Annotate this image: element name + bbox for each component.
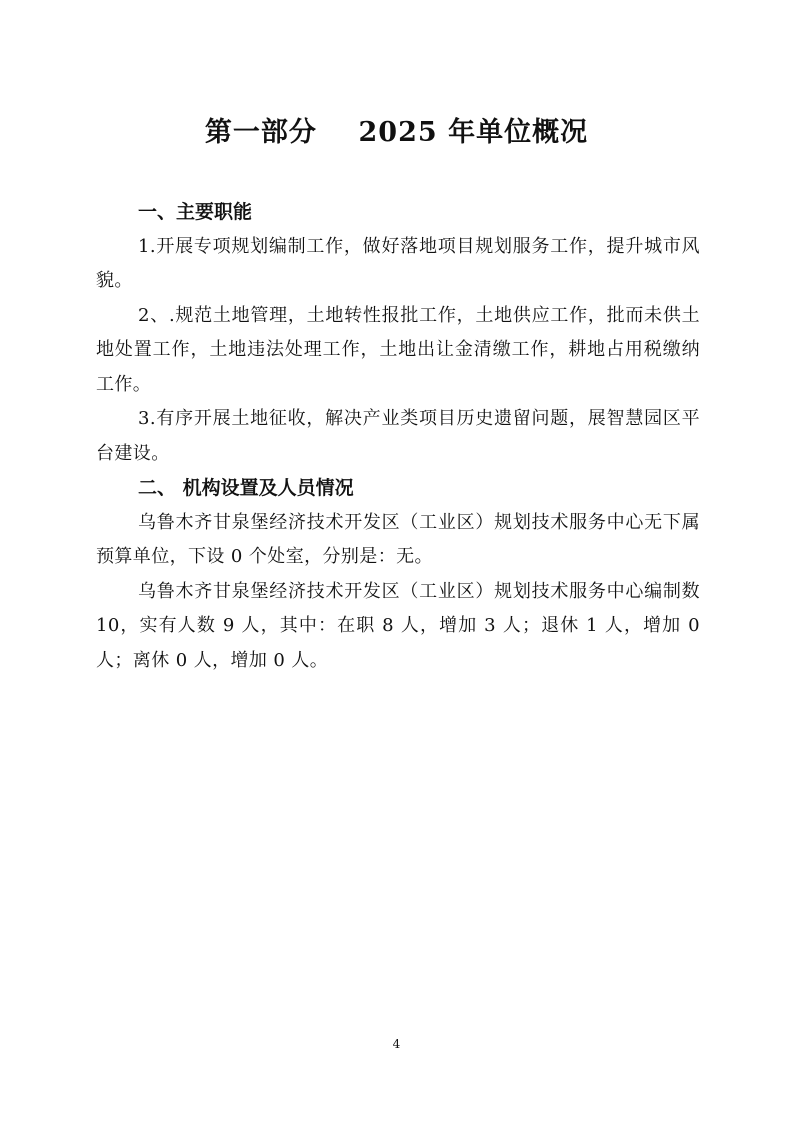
document-body <box>96 195 700 678</box>
paragraph: 1.开展专项规划编制工作，做好落地项目规划服务工作，提升城市风貌。 <box>96 235 700 291</box>
paragraph: 乌鲁木齐甘泉堡经济技术开发区（工业区）规划技术服务中心编制数 10，实有人数 9 人，其中：在职 8 人，增加 3 人；退休 1 人，增加 0 人；离休 0 人，增加 0 人。 <box>96 580 700 671</box>
section-heading: 一、主要职能 <box>138 201 253 223</box>
paragraph: 2、.规范土地管理，土地转性报批工作，土地供应工作，批而未供土地处置工作，土地违法处理工作，土地出让金清缴工作，耕地占用税缴纳工作。 <box>96 304 700 395</box>
paragraph: 3.有序开展土地征收，解决产业类项目历史遗留问题，展智慧园区平台建设。 <box>96 408 700 464</box>
section-heading: 二、 机构设置及人员情况 <box>138 477 354 499</box>
page-title: 第一部分 2025 年单位概况 <box>204 117 589 148</box>
section-main-functions <box>96 195 700 471</box>
section-organization-staffing <box>96 471 700 678</box>
paragraph: 乌鲁木齐甘泉堡经济技术开发区（工业区）规划技术服务中心无下属预算单位，下设 0 个处室，分别是：无。 <box>96 511 700 567</box>
page-number: 4 <box>392 1037 401 1051</box>
